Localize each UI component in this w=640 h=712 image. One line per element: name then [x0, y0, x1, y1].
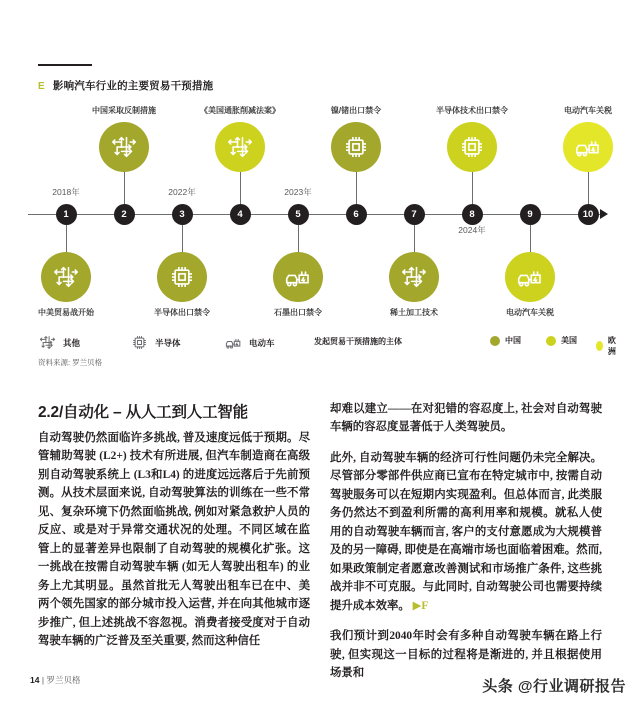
section-title: 2.2/自动化 – 从人工到人工智能 [38, 404, 248, 421]
timeline-year-label: 2023年 [284, 187, 312, 197]
legend-caption: 发起贸易干预措施的主体 [314, 337, 402, 346]
footer-divider: | [41, 675, 45, 685]
legend-icon-label: 电动车 [249, 337, 275, 348]
paragraph: 自动驾驶仍然面临许多挑战, 普及速度远低于预期。尽管辅助驾驶 (L2+) 技术有所进展, 但汽车制造商在高级别自动驾驶系统上 (L3和L4) 的进度远远落后于先前预测。从技术层面来说, 自动驾驶算法的训练在一些不常见、复杂环境下仍然面临挑战, 例如对紧急救护人员的反应、或是对于异常交通状况的处理。不同区域在监管上的显著差异也限制了自动驾驶的规模化扩张。这一挑战在按需自动驾驶车辆 (如无人驾驶出租车) 的业务上尤其明显。虽然首批无人驾驶出租车已在中、美两个领先国家的部分城市投入运营, 并在向其他城市逐步推广, 但上述挑战不容忽视。消费者接受度对于自动驾驶车辆的广泛普及至关重要, 然而这种信任 [38, 432, 310, 648]
source-note: 资料来源: 罗兰贝格 [38, 358, 103, 367]
exhibit-title: 影响汽车行业的主要贸易干预措施 [52, 80, 214, 92]
legend-icon-item [224, 333, 275, 352]
page-footer [30, 674, 80, 686]
legend-color-dot [546, 336, 556, 346]
chip-icon [130, 333, 149, 352]
paragraph: 我们预计到2040年时会有多种自动驾驶车辆在路上行驶, 但实现这一目标的过程将是渐进的, 并且根据使用场景和 [330, 630, 602, 680]
timeline-node-2[interactable]: 2 [114, 204, 135, 225]
timeline-node-6[interactable]: 6 [346, 204, 367, 225]
timeline-event-bubble[interactable] [99, 122, 149, 172]
timeline-node-9[interactable]: 9 [520, 204, 541, 225]
timeline-node-5[interactable]: 5 [288, 204, 309, 225]
chip-icon [167, 262, 197, 292]
timeline-event-label: 《美国通胀削减法案》 [200, 106, 280, 115]
chart-legend [38, 331, 616, 356]
timeline-node-8[interactable]: 8 [462, 204, 483, 225]
timeline-node-7[interactable]: 7 [404, 204, 425, 225]
chip-icon [457, 132, 487, 162]
timeline-node-10[interactable]: 10 [578, 204, 599, 225]
page-number: 14 [30, 675, 40, 685]
timeline-node-3[interactable]: 3 [172, 204, 193, 225]
footer-brand: 罗兰贝格 [46, 675, 81, 685]
timeline-event-label: 石墨出口禁令 [274, 308, 322, 317]
timeline-event-bubble[interactable] [389, 252, 439, 302]
chip-icon [341, 132, 371, 162]
timeline-event-bubble[interactable] [505, 252, 555, 302]
timeline-event-bubble[interactable] [447, 122, 497, 172]
watermark: 头条 @行业调研报告 [482, 678, 626, 695]
ev-icon [283, 262, 313, 292]
legend-icon-item [38, 333, 80, 352]
timeline-year-label: 2018年 [52, 187, 80, 197]
legend-color-dot [490, 336, 500, 346]
legend-icon-label: 其他 [63, 337, 81, 348]
timeline-arrow-icon [600, 209, 608, 219]
figure-reference-marker[interactable]: ▶F [412, 599, 429, 612]
legend-icon-item [130, 333, 181, 352]
paragraph: 此外, 自动驾驶车辆的经济可行性问题仍未完全解决。尽管部分零部件供应商已宣布在特定城市中, 按需自动驾驶服务可以在短期内实现盈利。但总体而言, 此类服务仍然达不到盈利所需的高利用率和规模。就私人使用的自动驾驶车辆而言, 客户的支付意愿成为大规模普及的另一障碍, 即使是在高端市场也面临着困难。然而, 如果政策制定者愿意改善测试和市场推广条件, 这些挑战并非不可克服。与此同时, 自动驾驶公司也需要持续提升成本效率。 ▶F [330, 451, 602, 612]
network-icon [399, 262, 429, 292]
network-icon [109, 132, 139, 162]
legend-actor-item [490, 335, 521, 346]
timeline-event-label: 半导体出口禁令 [154, 308, 210, 317]
exhibit-rule [38, 64, 92, 66]
timeline-event-label: 镍/锗出口禁令 [330, 106, 382, 115]
timeline-event-bubble[interactable] [215, 122, 265, 172]
ev-icon [573, 132, 603, 162]
paragraph: 却难以建立——在对犯错的容忍度上, 社会对自动驾驶车辆的容忍度显著低于人类驾驶员。 [330, 403, 602, 434]
timeline-event-label: 电动汽车关税 [506, 308, 554, 317]
legend-actor-item [596, 335, 619, 357]
exhibit-letter: E [38, 81, 45, 92]
timeline-node-1[interactable]: 1 [56, 204, 77, 225]
body-column-right [330, 400, 602, 695]
legend-actor-label: 欧洲 [607, 336, 616, 356]
body-column-left [38, 400, 310, 663]
timeline-event-label: 半导体技术出口禁令 [436, 106, 508, 115]
trade-measures-timeline [0, 100, 640, 360]
ev-icon [515, 262, 545, 292]
network-icon [38, 333, 57, 352]
legend-color-dot [596, 341, 603, 351]
timeline-node-4[interactable]: 4 [230, 204, 251, 225]
timeline-year-label: 2024年 [458, 225, 486, 235]
timeline-event-label: 稀土加工技术 [390, 308, 438, 317]
ev-icon [224, 333, 243, 352]
timeline-year-label: 2022年 [168, 187, 196, 197]
legend-actor-label: 中国 [505, 336, 521, 345]
timeline-event-bubble[interactable] [331, 122, 381, 172]
timeline-event-label: 电动汽车关税 [564, 106, 612, 115]
timeline-event-label: 中国采取反制措施 [92, 106, 156, 115]
legend-actor-item [546, 335, 577, 346]
timeline-event-bubble[interactable] [273, 252, 323, 302]
timeline-event-bubble[interactable] [41, 252, 91, 302]
network-icon [51, 262, 81, 292]
legend-actor-label: 美国 [561, 336, 577, 345]
timeline-event-bubble[interactable] [157, 252, 207, 302]
timeline-event-label: 中美贸易战开始 [38, 308, 94, 317]
timeline-event-bubble[interactable] [563, 122, 613, 172]
exhibit-header [38, 78, 213, 93]
network-icon [225, 132, 255, 162]
legend-icon-label: 半导体 [155, 337, 181, 348]
